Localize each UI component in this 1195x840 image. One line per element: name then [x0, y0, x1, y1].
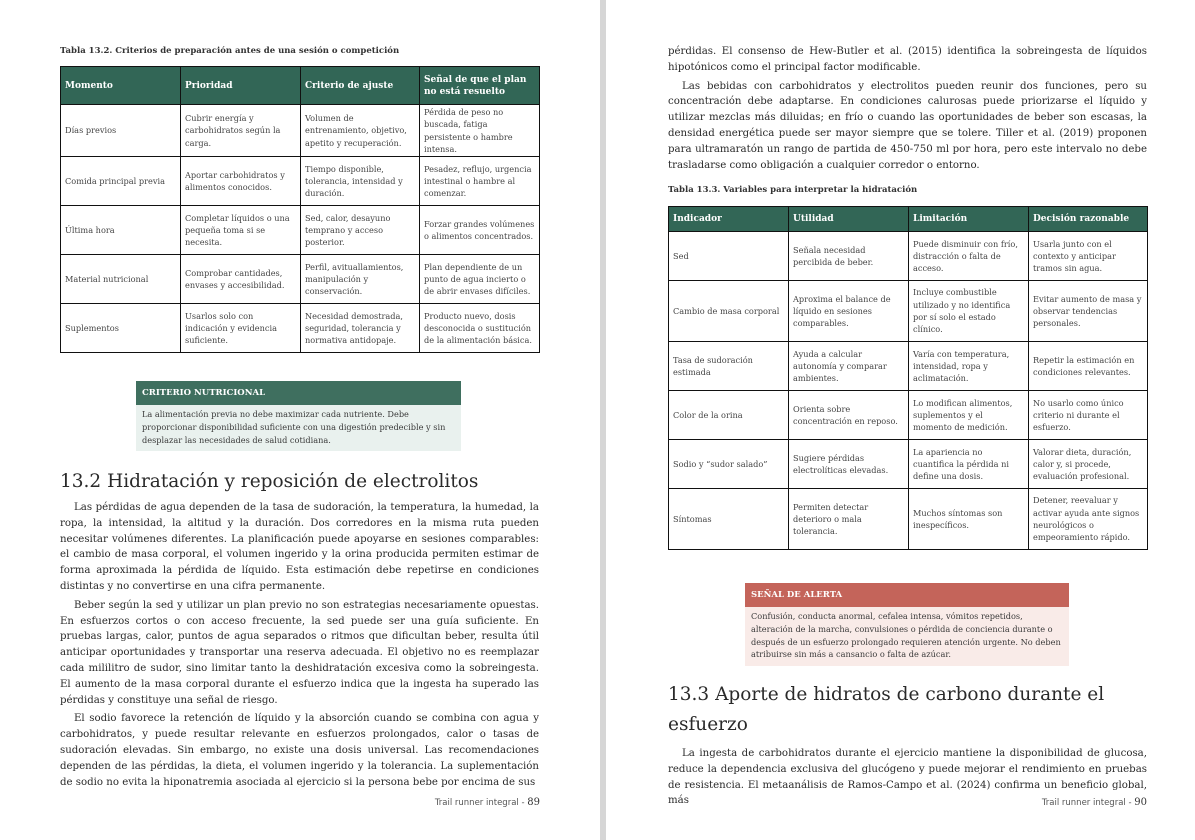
table-cell: La apariencia no cuantifica la pérdida ni define una dosis.: [909, 440, 1029, 489]
body-paragraph: pérdidas. El consenso de Hew-Butler et al. (2015) identifica la sobreingesta de líquidos hipotónicos como el principal factor modificable.: [668, 46, 1147, 73]
table-cell: Días previos: [61, 105, 181, 157]
footer-separator: -: [521, 798, 525, 808]
column-header: Utilidad: [789, 207, 909, 232]
nutrition-criteria-callout: [136, 381, 461, 451]
table-cell: Tasa de sudoración estimada: [669, 342, 789, 391]
table-row: [669, 489, 1148, 550]
column-header: Decisión razonable: [1029, 207, 1148, 232]
body-paragraph: Beber según la sed y utilizar un plan previo no son estrategias necesariamente opuestas. En esfuerzos cortos o con acceso frecuente, la sed puede ser una guía suficiente. En pruebas largas, calor, puntos de agua separados o ritmos que dificultan beber, resulta útil anticipar oportunidades y transportar una reserva adecuada. El objetivo no es reemplazar cada mililitro de sudor, sino limitar tanto la deshidratación excesiva como la sobreingesta. El aumento de la masa corporal durante el esfuerzo indica que la ingesta ha superado las pérdidas y constituye una señal de riesgo.: [60, 599, 539, 706]
page-footer: [435, 797, 540, 808]
table-row: [669, 440, 1148, 489]
page-number: 90: [1134, 797, 1147, 808]
table-cell: Pesadez, reflujo, urgencia intestinal o hambre al comenzar.: [420, 157, 540, 206]
table-cell: Valorar dieta, duración, calor y, si procede, evaluación profesional.: [1029, 440, 1148, 489]
alert-title: SEÑAL DE ALERTA: [745, 583, 1069, 607]
table-cell: Forzar grandes volúmenes o alimentos concentrados.: [420, 206, 540, 255]
table-cell: Señala necesidad percibida de beber.: [789, 232, 909, 281]
table-cell: Incluye combustible utilizado y no identifica por sí solo el estado clínico.: [909, 281, 1029, 342]
footer-book-title: Trail runner integral: [1041, 798, 1126, 808]
body-paragraph: Las pérdidas de agua dependen de la tasa de sudoración, la temperatura, la humedad, la ropa, la intensidad, la altitud y la duración. Dos corredores en la misma ruta pueden necesitar volúmenes diferentes. La planificación puede apoyarse en sesiones comparables: el cambio de masa corporal, el volumen ingerido y la orina producida permiten estimar de forma aproximada la pérdida de líquido. Esta estimación debe repetirse en condiciones distintas y no convertirse en una cifra permanente.: [60, 502, 539, 592]
warning-callout: [745, 583, 1069, 666]
table-cell: Perfil, avituallamientos, manipulación y conservación.: [301, 255, 420, 304]
table-cell: Sed, calor, desayuno temprano y acceso posterior.: [301, 206, 420, 255]
body-paragraph: El sodio favorece la retención de líquido y la absorción cuando se combina con agua y carbohidratos, y puede resultar relevante en esfuerzos prolongados, calor o tasas de sudoración elevadas. Sin embargo, no existe una dosis universal. Las recomendaciones dependen de las pérdidas, la dieta, el volumen ingerido y la tolerancia. La suplementación de sodio no evita la hiponatremia asociada al ejercicio si la persona bebe por encima de sus: [60, 713, 539, 788]
alert-text: Confusión, conducta anormal, cefalea intensa, vómitos repetidos, alteración de la marcha, convulsiones o pérdida de conciencia durante o después de un esfuerzo prolongado requieren atención urgente. No deben atribuirse sin más a cansancio o falta de azúcar.: [745, 607, 1069, 666]
footer-separator: -: [1128, 798, 1132, 808]
table-cell: Usarlos solo con indicación y evidencia suficiente.: [181, 304, 301, 353]
table-cell: Sed: [669, 232, 789, 281]
table-cell: Plan dependiente de un punto de agua incierto o de abrir envases difíciles.: [420, 255, 540, 304]
table-13-3-block: [668, 184, 1147, 550]
table-cell: Sugiere pérdidas electrolíticas elevadas.: [789, 440, 909, 489]
table-cell: Síntomas: [669, 489, 789, 550]
table-row: [61, 105, 540, 157]
body-paragraph: La ingesta de carbohidratos durante el ejercicio mantiene la disponibilidad de glucosa, reduce la dependencia exclusiva del glucógeno y puede mejorar el rendimiento en pruebas de resistencia. El metaanálisis de Ramos-Campo et al. (2024) confirma un beneficio global, más: [668, 748, 1147, 807]
table-cell: Pérdida de peso no buscada, fatiga persistente o hambre intensa.: [420, 105, 540, 157]
section-heading: 13.2 Hidratación y reposición de electrolitos: [60, 471, 479, 492]
table-cell: Lo modifican alimentos, suplementos y el momento de medición.: [909, 391, 1029, 440]
table-cell: Volumen de entrenamiento, objetivo, apetito y recuperación.: [301, 105, 420, 157]
table-cell: Aproxima el balance de líquido en sesiones comparables.: [789, 281, 909, 342]
body-paragraph: Las bebidas con carbohidratos y electrolitos pueden reunir dos funciones, pero su concentración debe adaptarse. En condiciones calurosas puede priorizarse el líquido y utilizar mezclas más diluidas; en frío o cuando las oportunidades de beber son escasas, la densidad energética puede ser mayor siempre que se tolere. Tiller et al. (2019) proponen para ultramaratón un rango de partida de 450-750 ml por hora, pero este intervalo no debe trasladarse como obligación a cualquier corredor o entorno.: [668, 80, 1147, 171]
table-cell: Puede disminuir con frío, distracción o falta de acceso.: [909, 232, 1029, 281]
table-cell: Tiempo disponible, tolerancia, intensidad y duración.: [301, 157, 420, 206]
callout-title: CRITERIO NUTRICIONAL: [136, 381, 461, 405]
table-cell: Completar líquidos o una pequeña toma si se necesita.: [181, 206, 301, 255]
table-cell: Comprobar cantidades, envases y accesibilidad.: [181, 255, 301, 304]
table-cell: Ayuda a calcular autonomía y comparar ambientes.: [789, 342, 909, 391]
right-page: [606, 0, 1195, 840]
column-header: Criterio de ajuste: [301, 67, 420, 105]
table-row: [669, 342, 1148, 391]
table-cell: Evitar aumento de masa y observar tendencias personales.: [1029, 281, 1148, 342]
table-row: [61, 206, 540, 255]
hydration-variables-table: [668, 206, 1148, 550]
table-cell: Usarla junto con el contexto y anticipar tramos sin agua.: [1029, 232, 1148, 281]
table-cell: Aportar carbohidratos y alimentos conocidos.: [181, 157, 301, 206]
table-cell: Última hora: [61, 206, 181, 255]
table-header-row: [61, 67, 540, 105]
table-cell: Orienta sobre concentración en reposo.: [789, 391, 909, 440]
table-cell: Cubrir energía y carbohidratos según la carga.: [181, 105, 301, 157]
table-row: [669, 391, 1148, 440]
table-header-row: [669, 207, 1148, 232]
table-cell: Necesidad demostrada, seguridad, tolerancia y normativa antidopaje.: [301, 304, 420, 353]
table-cell: Comida principal previa: [61, 157, 181, 206]
table-cell: Varía con temperatura, intensidad, ropa y aclimatación.: [909, 342, 1029, 391]
table-cell: Cambio de masa corporal: [669, 281, 789, 342]
section-13-2: [60, 467, 539, 790]
table-cell: Sodio y “sudor salado”: [669, 440, 789, 489]
column-header: Señal de que el plan no está resuelto: [420, 67, 540, 105]
table-cell: Producto nuevo, dosis desconocida o sustitución de la alimentación básica.: [420, 304, 540, 353]
table-cell: Detener, reevaluar y activar ayuda ante signos neurológicos o empeoramiento rápido.: [1029, 489, 1148, 550]
section-13-3: [668, 680, 1147, 809]
table-row: [669, 281, 1148, 342]
table-caption: Tabla 13.3. Variables para interpretar la hidratación: [668, 185, 918, 195]
section-heading: 13.3 Aporte de hidratos de carbono durante el esfuerzo: [668, 684, 1105, 735]
preparation-criteria-table: [60, 66, 540, 353]
table-cell: Permiten detectar deterioro o mala tolerancia.: [789, 489, 909, 550]
page-footer: [1042, 797, 1147, 808]
column-header: Momento: [61, 67, 181, 105]
page-number: 89: [527, 797, 540, 808]
footer-book-title: Trail runner integral: [434, 798, 519, 808]
right-intro-text: [668, 44, 1147, 173]
column-header: Indicador: [669, 207, 789, 232]
table-cell: Muchos síntomas son inespecíficos.: [909, 489, 1029, 550]
column-header: Prioridad: [181, 67, 301, 105]
callout-text: La alimentación previa no debe maximizar cada nutriente. Debe proporcionar disponibilidad suficiente con una digestión predecible y sin desplazar las necesidades de salud cotidiana.: [136, 405, 461, 451]
table-row: [669, 232, 1148, 281]
table-13-2-block: [60, 45, 539, 353]
table-row: [61, 157, 540, 206]
table-cell: Material nutricional: [61, 255, 181, 304]
table-cell: Repetir la estimación en condiciones relevantes.: [1029, 342, 1148, 391]
column-header: Limitación: [909, 207, 1029, 232]
table-cell: No usarlo como único criterio ni durante el esfuerzo.: [1029, 391, 1148, 440]
table-row: [61, 304, 540, 353]
table-row: [61, 255, 540, 304]
table-cell: Suplementos: [61, 304, 181, 353]
table-cell: Color de la orina: [669, 391, 789, 440]
table-caption: Tabla 13.2. Criterios de preparación antes de una sesión o competición: [60, 46, 400, 56]
